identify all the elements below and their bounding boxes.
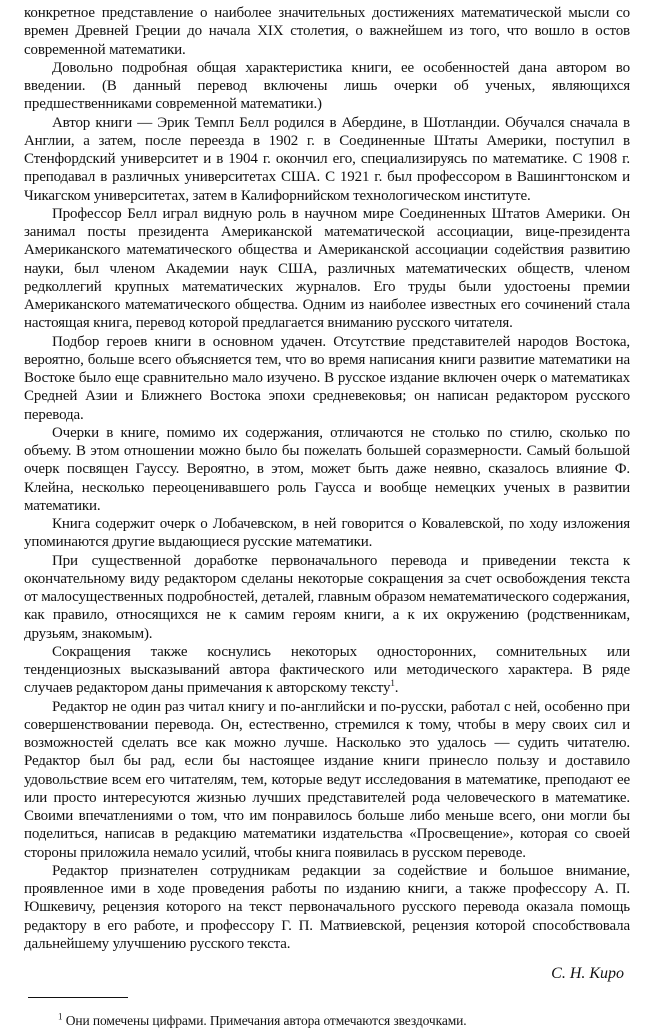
footnote-reference[interactable]: 1 <box>390 678 395 689</box>
paragraph-2: Довольно подробная общая характеристика книги, ее особенностей дана автором во введении. (В данный перевод включены лишь очерки об ученых, являющихся предшественниками современной математики.) <box>24 59 630 113</box>
paragraph-10: Редактор не один раз читал книгу и по-английски и по-русски, работал с ней, особенно при совершенствовании перевода. Он, естественно, стремился к тому, чтобы в меру своих сил и возможностей сделать все как можно лучше. Насколько это удалось — судить читателю. Редактор был бы рад, если бы настоящее издание книги принесло пользу и доставило удовольствие всем его читателям, тем, которые ведут исследования в математике, преподают ее или просто интересуются жизнью лучших представителей рода человеческого в математике. Своими впечатлениями о том, что им понравилось больше либо меньше всего, они могли бы поделиться, написав в редакцию математики издательства «Просвещение», которая со своей стороны приложила немало усилий, чтобы книга появилась в русском переводе. <box>24 698 630 861</box>
body-text <box>24 4 630 953</box>
paragraph-3: Автор книги — Эрик Темпл Белл родился в Абердине, в Шотландии. Обучался сначала в Англии, а затем, после переезда в 1902 г. в Соединенные Штаты Америки, поступил в Стенфордский университет и в 1904 г. окончил его, специализируясь по математике. С 1908 г. преподавал в различных университетах США. С 1921 г. был профессором в Вашингтонском и Чикагском университетах, затем в Калифорнийском технологическом институте. <box>24 114 630 204</box>
paragraph-1: конкретное представление о наиболее значительных достижениях математической мысли со времен Древней Греции до начала XIX столетия, о важнейшем из того, что вошло в остов современной математики. <box>24 5 630 58</box>
footnote <box>24 1012 630 1029</box>
footnote-marker: 1 <box>58 1011 63 1022</box>
paragraph-9: Сокращения также коснулись некоторых односторонних, сомнительных или тенденциозных высказываний автора фактического или методического характера. В ряде случаев редактором даны примечания к авторскому тексту$^1$. <box>24 643 630 697</box>
paragraph-8: При существенной доработке первоначального перевода и приведении текста к окончательному виду редактором сделаны некоторые сокращения за счет освобождения текста от малосущественных подробностей, деталей, главным образом нематематического содержания, как правило, относящихся не к самим героям книги, а к их окружению (родственникам, друзьям, знакомым). <box>24 552 630 642</box>
footnote-divider <box>28 997 128 998</box>
paragraph-11: Редактор признателен сотрудникам редакции за содействие и большое внимание, проявленное ими в ходе проведения работы по изданию книги, а также профессору А. П. Юшкевичу, рецензия которого на текст первоначального русского перевода оказала помощь редактору в его работе, и профессору Г. П. Матвиевской, рецензия которой способствовала дальнейшему улучшению русского текста. <box>24 862 630 952</box>
signature: С. Н. Киро <box>551 965 624 982</box>
footnote-text: Они помечены цифрами. Примечания автора отмечаются звездочками. <box>65 1013 467 1028</box>
paragraph-5: Подбор героев книги в основном удачен. Отсутствие представителей народов Востока, вероятно, больше всего объясняется тем, что во время написания книги развитие математики на Востоке было еще сравнительно мало изучено. В русское издание включен очерк о математиках Средней Азии и Ближнего Востока эпохи средневековья; он написан редактором русского перевода. <box>24 333 630 423</box>
paragraph-7: Книга содержит очерк о Лобачевском, в ней говорится о Ковалевской, по ходу изложения упоминаются другие выдающиеся русские математики. <box>24 516 630 551</box>
paragraph-4: Профессор Белл играл видную роль в научном мире Соединенных Штатов Америки. Он занимал посты президента Американской математической ассоциации, вице-президента Американского математического общества и Американской ассоциации содействия развитию науки, был членом Академии наук США, различных математических обществ, членом редколлегий крупных математических журналов. Его труды были удостоены премии Американского математического общества. Одним из наиболее известных его сочинений стала настоящая книга, перевод которой предлагается вниманию русского читателя. <box>24 205 630 332</box>
paragraph-6: Очерки в книге, помимо их содержания, отличаются не столько по стилю, сколько по объему. В этом отношении можно было бы пожелать большей соразмерности. Самый большой очерк посвящен Гауссу. Вероятно, в этом, может быть даже неявно, сказалось влияние Ф. Клейна, несколько переоценивавшего роль Гаусса и вообще немецких ученых в развитии математики. <box>24 424 630 514</box>
paragraph-9-text: Сокращения также коснулись некоторых односторонних, сомнительных или тенденциозных высказываний автора фактического или методического характера. В ряде случаев редактором даны примечания к авторскому тексту <box>24 643 630 697</box>
